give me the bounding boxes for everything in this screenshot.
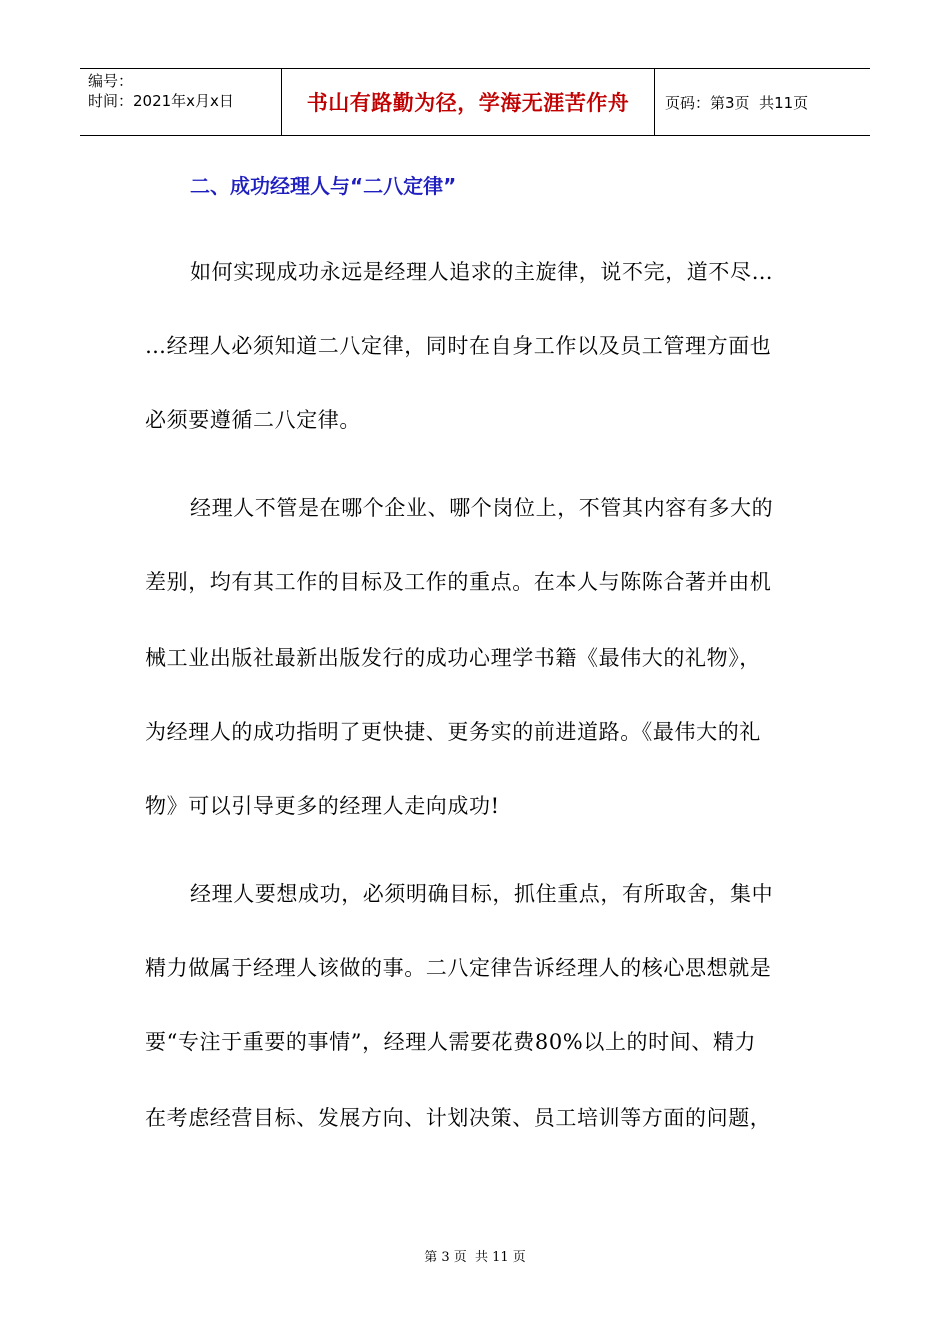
header-page-cell bbox=[655, 69, 870, 135]
paragraph-line: 要“专注于重要的事情”，经理人需要花费80%以上的时间、精力 bbox=[145, 1030, 757, 1054]
paragraph-line: 必须要遵循二八定律。 bbox=[145, 408, 361, 432]
page-info-text: 页码：第3页 共11页 bbox=[665, 93, 809, 112]
paragraph-line: 械工业出版社最新出版发行的成功心理学书籍《最伟大的礼物》， bbox=[145, 646, 761, 670]
motto-text: 书山有路勤为径，学海无涯苦作舟 bbox=[306, 91, 630, 115]
header-meta-cell bbox=[80, 69, 282, 135]
paragraph-line: …经理人必须知道二八定律，同时在自身工作以及员工管理方面也 bbox=[145, 334, 772, 358]
paragraph-line: 经理人要想成功，必须明确目标，抓住重点，有所取舍，集中 bbox=[190, 882, 774, 906]
paragraph-line: 经理人不管是在哪个企业、哪个岗位上，不管其内容有多大的 bbox=[190, 496, 774, 520]
page-header bbox=[80, 68, 870, 136]
section-title: 二、成功经理人与“二八定律” bbox=[190, 174, 457, 198]
paragraph-line: 在考虑经营目标、发展方向、计划决策、员工培训等方面的问题， bbox=[145, 1106, 772, 1130]
paragraph-line: 为经理人的成功指明了更快捷、更务实的前进道路。《最伟大的礼 bbox=[145, 720, 761, 744]
paragraph-line: 精力做属于经理人该做的事。二八定律告诉经理人的核心思想就是 bbox=[145, 956, 772, 980]
paragraph-line: 如何实现成功永远是经理人追求的主旋律，说不完，道不尽… bbox=[190, 260, 774, 284]
paragraph-line: 差别，均有其工作的目标及工作的重点。在本人与陈陈合著并由机 bbox=[145, 570, 772, 594]
number-label: 编号： bbox=[88, 72, 134, 90]
header-motto-cell bbox=[282, 69, 655, 135]
page-footer: 第 3 页 共 11 页 bbox=[424, 1250, 526, 1265]
paragraph-line: 物》可以引导更多的经理人走向成功! bbox=[145, 794, 500, 818]
date-label: 时间：2021年x月x日 bbox=[88, 92, 234, 110]
